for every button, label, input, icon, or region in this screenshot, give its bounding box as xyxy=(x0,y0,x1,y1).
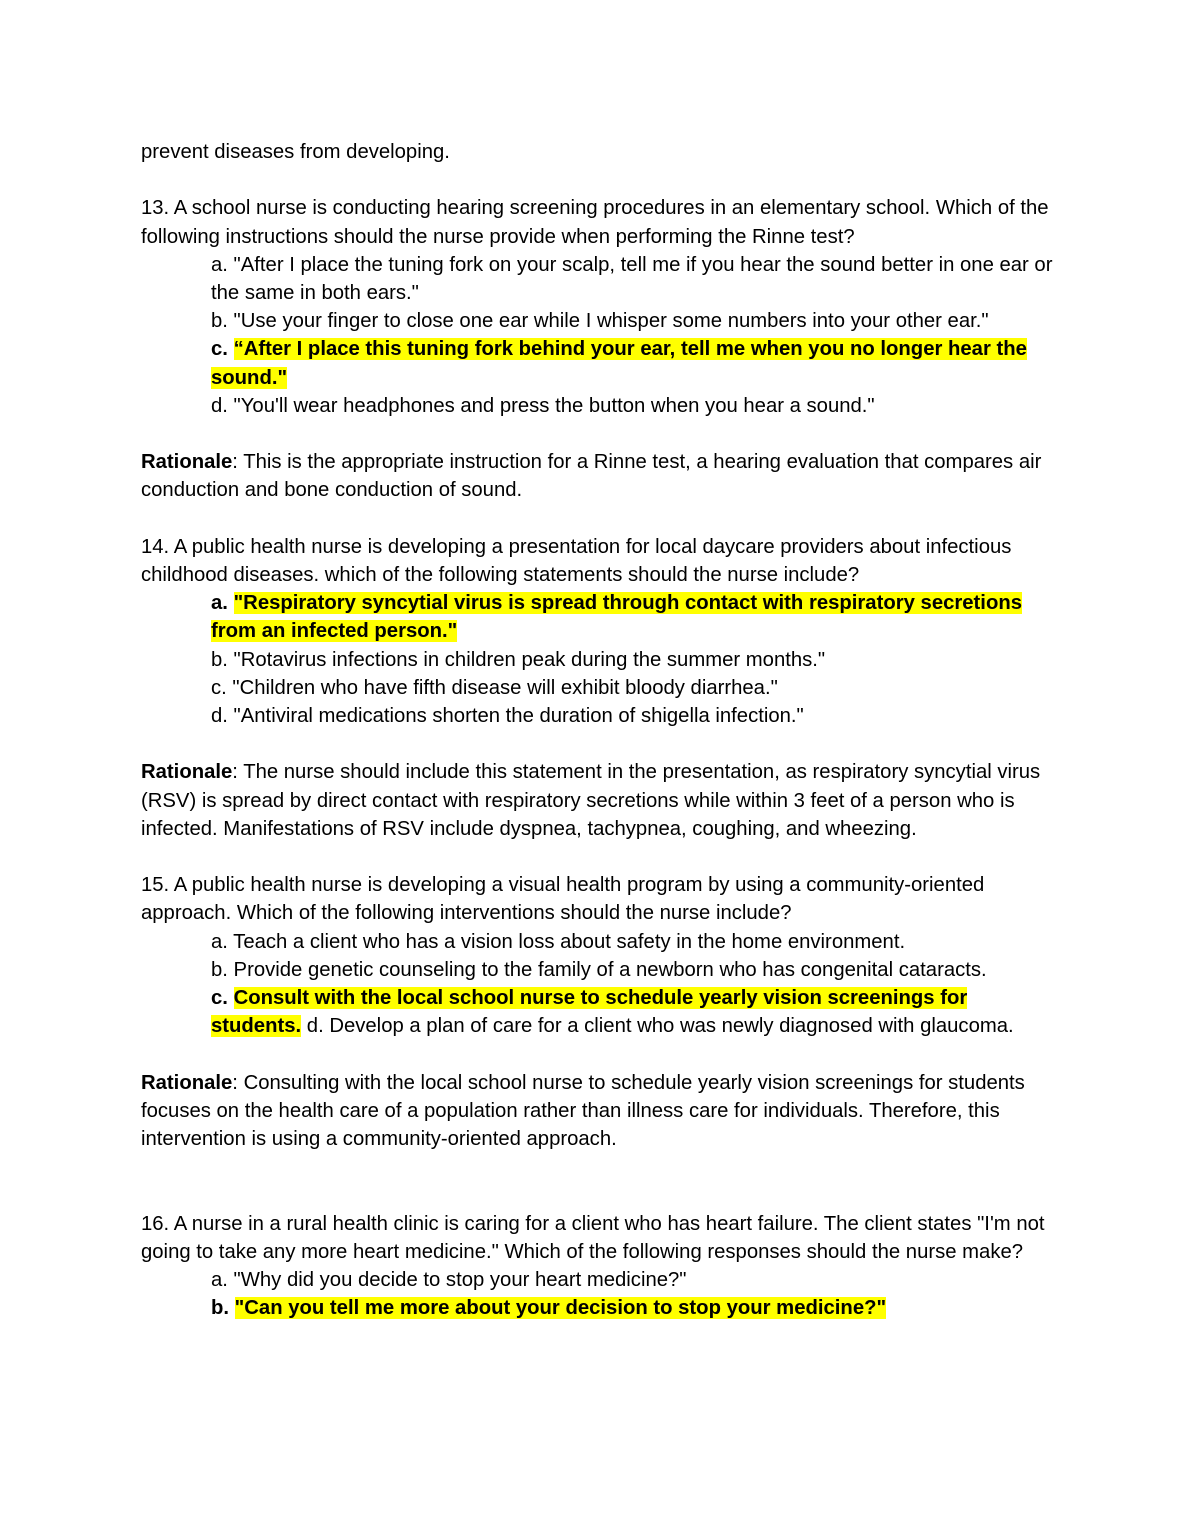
correct-letter: c. xyxy=(211,987,228,1010)
correct-letter: c. xyxy=(211,338,228,361)
option-b-correct xyxy=(211,1294,1061,1322)
option-b: b. "Rotavirus infections in children peak during the summer months." xyxy=(211,648,826,671)
correct-letter: b. xyxy=(211,1297,230,1320)
highlighted-answer: "Can you tell me more about your decision to stop your medicine?" xyxy=(234,1297,887,1320)
option-c-correct xyxy=(211,335,1061,391)
rationale-text: : This is the appropriate instruction for a Rinne test, a hearing evaluation that compares air conduction and bone conduction of sound. xyxy=(141,451,1042,502)
question-stem: 13. A school nurse is conducting hearing screening procedures in an elementary school. Which of the following instructions should the nurse provide when performing the Rinne test? xyxy=(141,197,1049,248)
question-14 xyxy=(141,533,1061,843)
answer-options xyxy=(211,589,1061,730)
correct-letter: a. xyxy=(211,592,228,615)
option-a: a. Teach a client who has a vision loss about safety in the home environment. xyxy=(211,930,906,953)
rationale-label: Rationale xyxy=(141,451,233,474)
spacer xyxy=(141,1040,1061,1068)
rationale xyxy=(141,1069,1061,1154)
answer-options xyxy=(211,1266,1061,1322)
option-d: d. "You'll wear headphones and press the button when you hear a sound." xyxy=(211,394,875,417)
question-stem: 16. A nurse in a rural health clinic is caring for a client who has heart failure. The client states "I'm not going to take any more heart medicine." Which of the following responses should the nurse make? xyxy=(141,1212,1045,1263)
spacer xyxy=(141,1153,1061,1209)
option-a-correct xyxy=(211,589,1061,645)
highlighted-answer: "Respiratory syncytial virus is spread through contact with respiratory secretions from an infected person." xyxy=(211,592,1022,643)
answer-options xyxy=(211,928,1061,1041)
spacer xyxy=(141,166,1061,194)
spacer xyxy=(141,505,1061,533)
rationale-text: : Consulting with the local school nurse to schedule yearly vision screenings for students focuses on the health care of a population rather than illness care for individuals. Therefore, this intervention is using a community-oriented approach. xyxy=(141,1071,1025,1151)
option-a: a. "Why did you decide to stop your heart medicine?" xyxy=(211,1269,687,1292)
question-stem: 14. A public health nurse is developing a presentation for local daycare providers about infectious childhood diseases. which of the following statements should the nurse include? xyxy=(141,535,1012,586)
question-13 xyxy=(141,194,1061,504)
spacer xyxy=(141,730,1061,758)
rationale-text: : The nurse should include this statement in the presentation, as respiratory syncytial virus (RSV) is spread by direct contact with respiratory secretions while within 3 feet of a person who is infected. Manifestations of RSV include dyspnea, tachypnea, coughing, and wheezing. xyxy=(141,761,1041,840)
rationale xyxy=(141,448,1061,504)
option-b: b. Provide genetic counseling to the family of a newborn who has congenital cataracts. xyxy=(211,958,987,981)
option-d: d. "Antiviral medications shorten the duration of shigella infection." xyxy=(211,705,804,728)
option-d: d. Develop a plan of care for a client who was newly diagnosed with glaucoma. xyxy=(301,1015,1014,1038)
spacer xyxy=(141,420,1061,448)
option-c: c. "Children who have fifth disease will exhibit bloody diarrhea." xyxy=(211,676,778,699)
question-stem: 15. A public health nurse is developing a visual health program by using a community-oriented approach. Which of the following interventions should the nurse include? xyxy=(141,874,985,925)
spacer xyxy=(141,843,1061,871)
option-a: a. "After I place the tuning fork on your scalp, tell me if you hear the sound better in one ear or the same in both ears." xyxy=(211,253,1053,304)
question-16 xyxy=(141,1210,1061,1323)
rationale-label: Rationale xyxy=(141,1071,233,1094)
option-b: b. "Use your finger to close one ear while I whisper some numbers into your other ear." xyxy=(211,310,989,333)
rationale-label: Rationale xyxy=(141,761,233,784)
intro-tail: prevent diseases from developing. xyxy=(141,141,450,163)
highlighted-answer: “After I place this tuning fork behind your ear, tell me when you no longer hear the sound." xyxy=(211,338,1027,389)
highlighted-answer: Consult with the local school nurse to schedule yearly vision screenings for students. xyxy=(211,987,968,1038)
rationale xyxy=(141,758,1061,843)
document-page xyxy=(141,138,1061,1322)
question-15 xyxy=(141,871,1061,1153)
option-c-correct xyxy=(211,984,1061,1040)
answer-options xyxy=(211,251,1061,420)
